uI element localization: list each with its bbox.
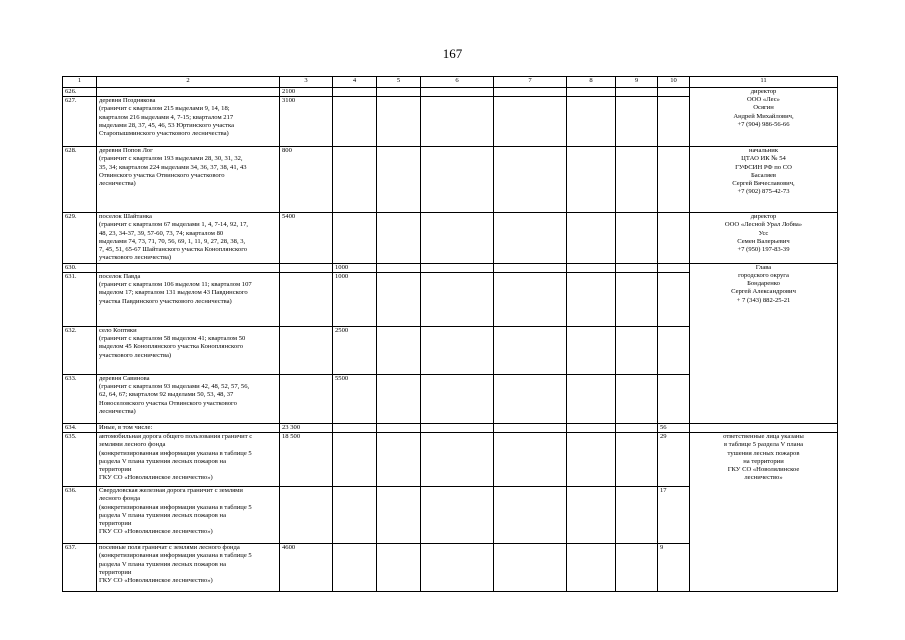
row-value-col10 bbox=[658, 147, 690, 213]
row-number: 635. bbox=[63, 433, 97, 487]
row-value-col4: 1000 bbox=[333, 263, 377, 272]
row-description: Иные, в том числе: bbox=[97, 423, 280, 432]
row-number: 631. bbox=[63, 272, 97, 326]
row-value-col4 bbox=[333, 213, 377, 263]
row-description: Свердловская железная дорога граничит с землями лесного фонда (конкретизированная информация указана в таблице 5 раздела V плана тушения лесных пожаров на территории ГКУ СО «Новолялинское лесничество») bbox=[97, 487, 280, 544]
row-description: поселок Павда (граничит с кварталом 106 выделом 11; кварталом 107 выделом 17; кварталом 131 выделом 43 Павдинского участка Павдинского участкового лесничества) bbox=[97, 272, 280, 326]
row-description bbox=[97, 263, 280, 272]
row-number: 629. bbox=[63, 213, 97, 263]
row-value-col10: 17 bbox=[658, 487, 690, 544]
row-description: деревня Савинова (граничит с кварталом 93 выделами 42, 48, 52, 57, 56, 62, 64, 67; кварталом 92 выделами 50, 53, 48, 37 Новоселовского участка Отвинского участкового лесничества) bbox=[97, 374, 280, 423]
row-value-col3: 4600 bbox=[280, 544, 333, 592]
row-value-col10: 9 bbox=[658, 544, 690, 592]
row-number: 627. bbox=[63, 97, 97, 147]
column-header: 6 bbox=[421, 77, 494, 88]
row-value-col3 bbox=[280, 374, 333, 423]
row-value-col10 bbox=[658, 326, 690, 374]
row-value-col10: 29 bbox=[658, 433, 690, 487]
row-number: 636. bbox=[63, 487, 97, 544]
table-row bbox=[63, 88, 838, 97]
row-description: посевные поля граничат с землями лесного фонда (конкретизированная информация указана в таблице 5 раздела V плана тушения лесных пожаров на территории ГКУ СО «Новолялинское лесничество») bbox=[97, 544, 280, 592]
column-header: 9 bbox=[616, 77, 658, 88]
row-value-col10: 56 bbox=[658, 423, 690, 432]
row-description: деревня Позднякова (граничит с кварталом 215 выделами 9, 14, 18; кварталом 216 выделами 4, 7-15; кварталом 217 выделами 28, 37, 45, 46, 53 Юртинского участка Старопышминского участкового лесничества) bbox=[97, 97, 280, 147]
row-number: 628. bbox=[63, 147, 97, 213]
column-header: 7 bbox=[494, 77, 567, 88]
fire-plan-table bbox=[62, 76, 838, 592]
table-row bbox=[63, 423, 838, 432]
row-value-col10 bbox=[658, 213, 690, 263]
row-value-col4: 2500 bbox=[333, 326, 377, 374]
column-header: 5 bbox=[377, 77, 421, 88]
table-row bbox=[63, 433, 838, 487]
row-description: село Коптяки (граничит с кварталом 58 выделом 41; кварталом 50 выделом 45 Коноплянского участка Коноплянского участкового лесничества) bbox=[97, 326, 280, 374]
row-value-col4: 1000 bbox=[333, 272, 377, 326]
row-value-col3: 18 500 bbox=[280, 433, 333, 487]
row-value-col3: 3100 bbox=[280, 97, 333, 147]
contact-cell bbox=[690, 423, 838, 432]
row-value-col3: 2100 bbox=[280, 88, 333, 97]
column-header: 1 bbox=[63, 77, 97, 88]
row-value-col3 bbox=[280, 272, 333, 326]
row-value-col4 bbox=[333, 97, 377, 147]
contact-cell: Глава городского округа Бондаренко Сергей Александрович + 7 (343) 882-25-21 bbox=[690, 263, 838, 423]
row-value-col4 bbox=[333, 487, 377, 544]
column-header: 11 bbox=[690, 77, 838, 88]
row-value-col10 bbox=[658, 374, 690, 423]
row-value-col10 bbox=[658, 88, 690, 97]
row-value-col4 bbox=[333, 147, 377, 213]
row-value-col3 bbox=[280, 326, 333, 374]
row-number: 637. bbox=[63, 544, 97, 592]
row-value-col4 bbox=[333, 544, 377, 592]
row-value-col10 bbox=[658, 272, 690, 326]
column-header: 2 bbox=[97, 77, 280, 88]
row-number: 630. bbox=[63, 263, 97, 272]
column-header: 3 bbox=[280, 77, 333, 88]
row-value-col3: 5400 bbox=[280, 213, 333, 263]
table-row bbox=[63, 213, 838, 263]
column-header: 10 bbox=[658, 77, 690, 88]
row-description: поселок Шайтанка (граничит с кварталом 67 выделами 1, 4, 7-14, 92, 17, 48, 23, 34-37, 39, 57-60, 73, 74; кварталом 80 выделами 74, 73, 71, 70, 56, 69, 1, 11, 9, 27, 28, 38, 3, 7, 45, 51, 65-67 Шайтанского участка Коноплянского участкового лесничества) bbox=[97, 213, 280, 263]
row-value-col4: 5500 bbox=[333, 374, 377, 423]
contact-cell: ответственные лица указаны в таблице 5 раздела V плана тушения лесных пожаров на территории ГКУ СО «Новолялинское лесничество» bbox=[690, 433, 838, 592]
row-number: 626. bbox=[63, 88, 97, 97]
contact-cell: директор ООО «Лесной Урал Лобва» Усс Семен Валерьевич +7 (950) 197-83-39 bbox=[690, 213, 838, 263]
row-value-col3: 23 300 bbox=[280, 423, 333, 432]
column-header: 4 bbox=[333, 77, 377, 88]
page-number: 167 bbox=[442, 46, 463, 61]
row-value-col10 bbox=[658, 263, 690, 272]
row-description bbox=[97, 88, 280, 97]
row-description: автомобильная дорога общего пользования граничит с землями лесного фонда (конкретизированная информация указана в таблице 5 раздела V плана тушения лесных пожаров на территории ГКУ СО «Новолялинское лесничество») bbox=[97, 433, 280, 487]
row-description: деревня Попов Лог (граничит с кварталом 193 выделами 28, 30, 31, 32, 35, 34; кварталом 224 выделами 34, 36, 37, 38, 41, 43 Отвинского участка Отвинского участкового лесничества) bbox=[97, 147, 280, 213]
table-row bbox=[63, 263, 838, 272]
row-number: 633. bbox=[63, 374, 97, 423]
table-row bbox=[63, 147, 838, 213]
column-header: 8 bbox=[567, 77, 616, 88]
row-number: 632. bbox=[63, 326, 97, 374]
column-number-row bbox=[63, 77, 838, 88]
row-value-col3 bbox=[280, 487, 333, 544]
row-value-col3 bbox=[280, 263, 333, 272]
contact-cell: начальник ЦТАО ИК № 54 ГУФСИН РФ по СО Басаляев Сергей Вячеславович, +7 (902) 875-42-73 bbox=[690, 147, 838, 213]
contact-cell: директор ООО «Лес» Осягин Андрей Михайлович, +7 (904) 986-56-66 bbox=[690, 88, 838, 147]
row-value-col4 bbox=[333, 433, 377, 487]
row-number: 634. bbox=[63, 423, 97, 432]
row-value-col3: 800 bbox=[280, 147, 333, 213]
row-value-col10 bbox=[658, 97, 690, 147]
row-value-col4 bbox=[333, 423, 377, 432]
row-value-col4 bbox=[333, 88, 377, 97]
